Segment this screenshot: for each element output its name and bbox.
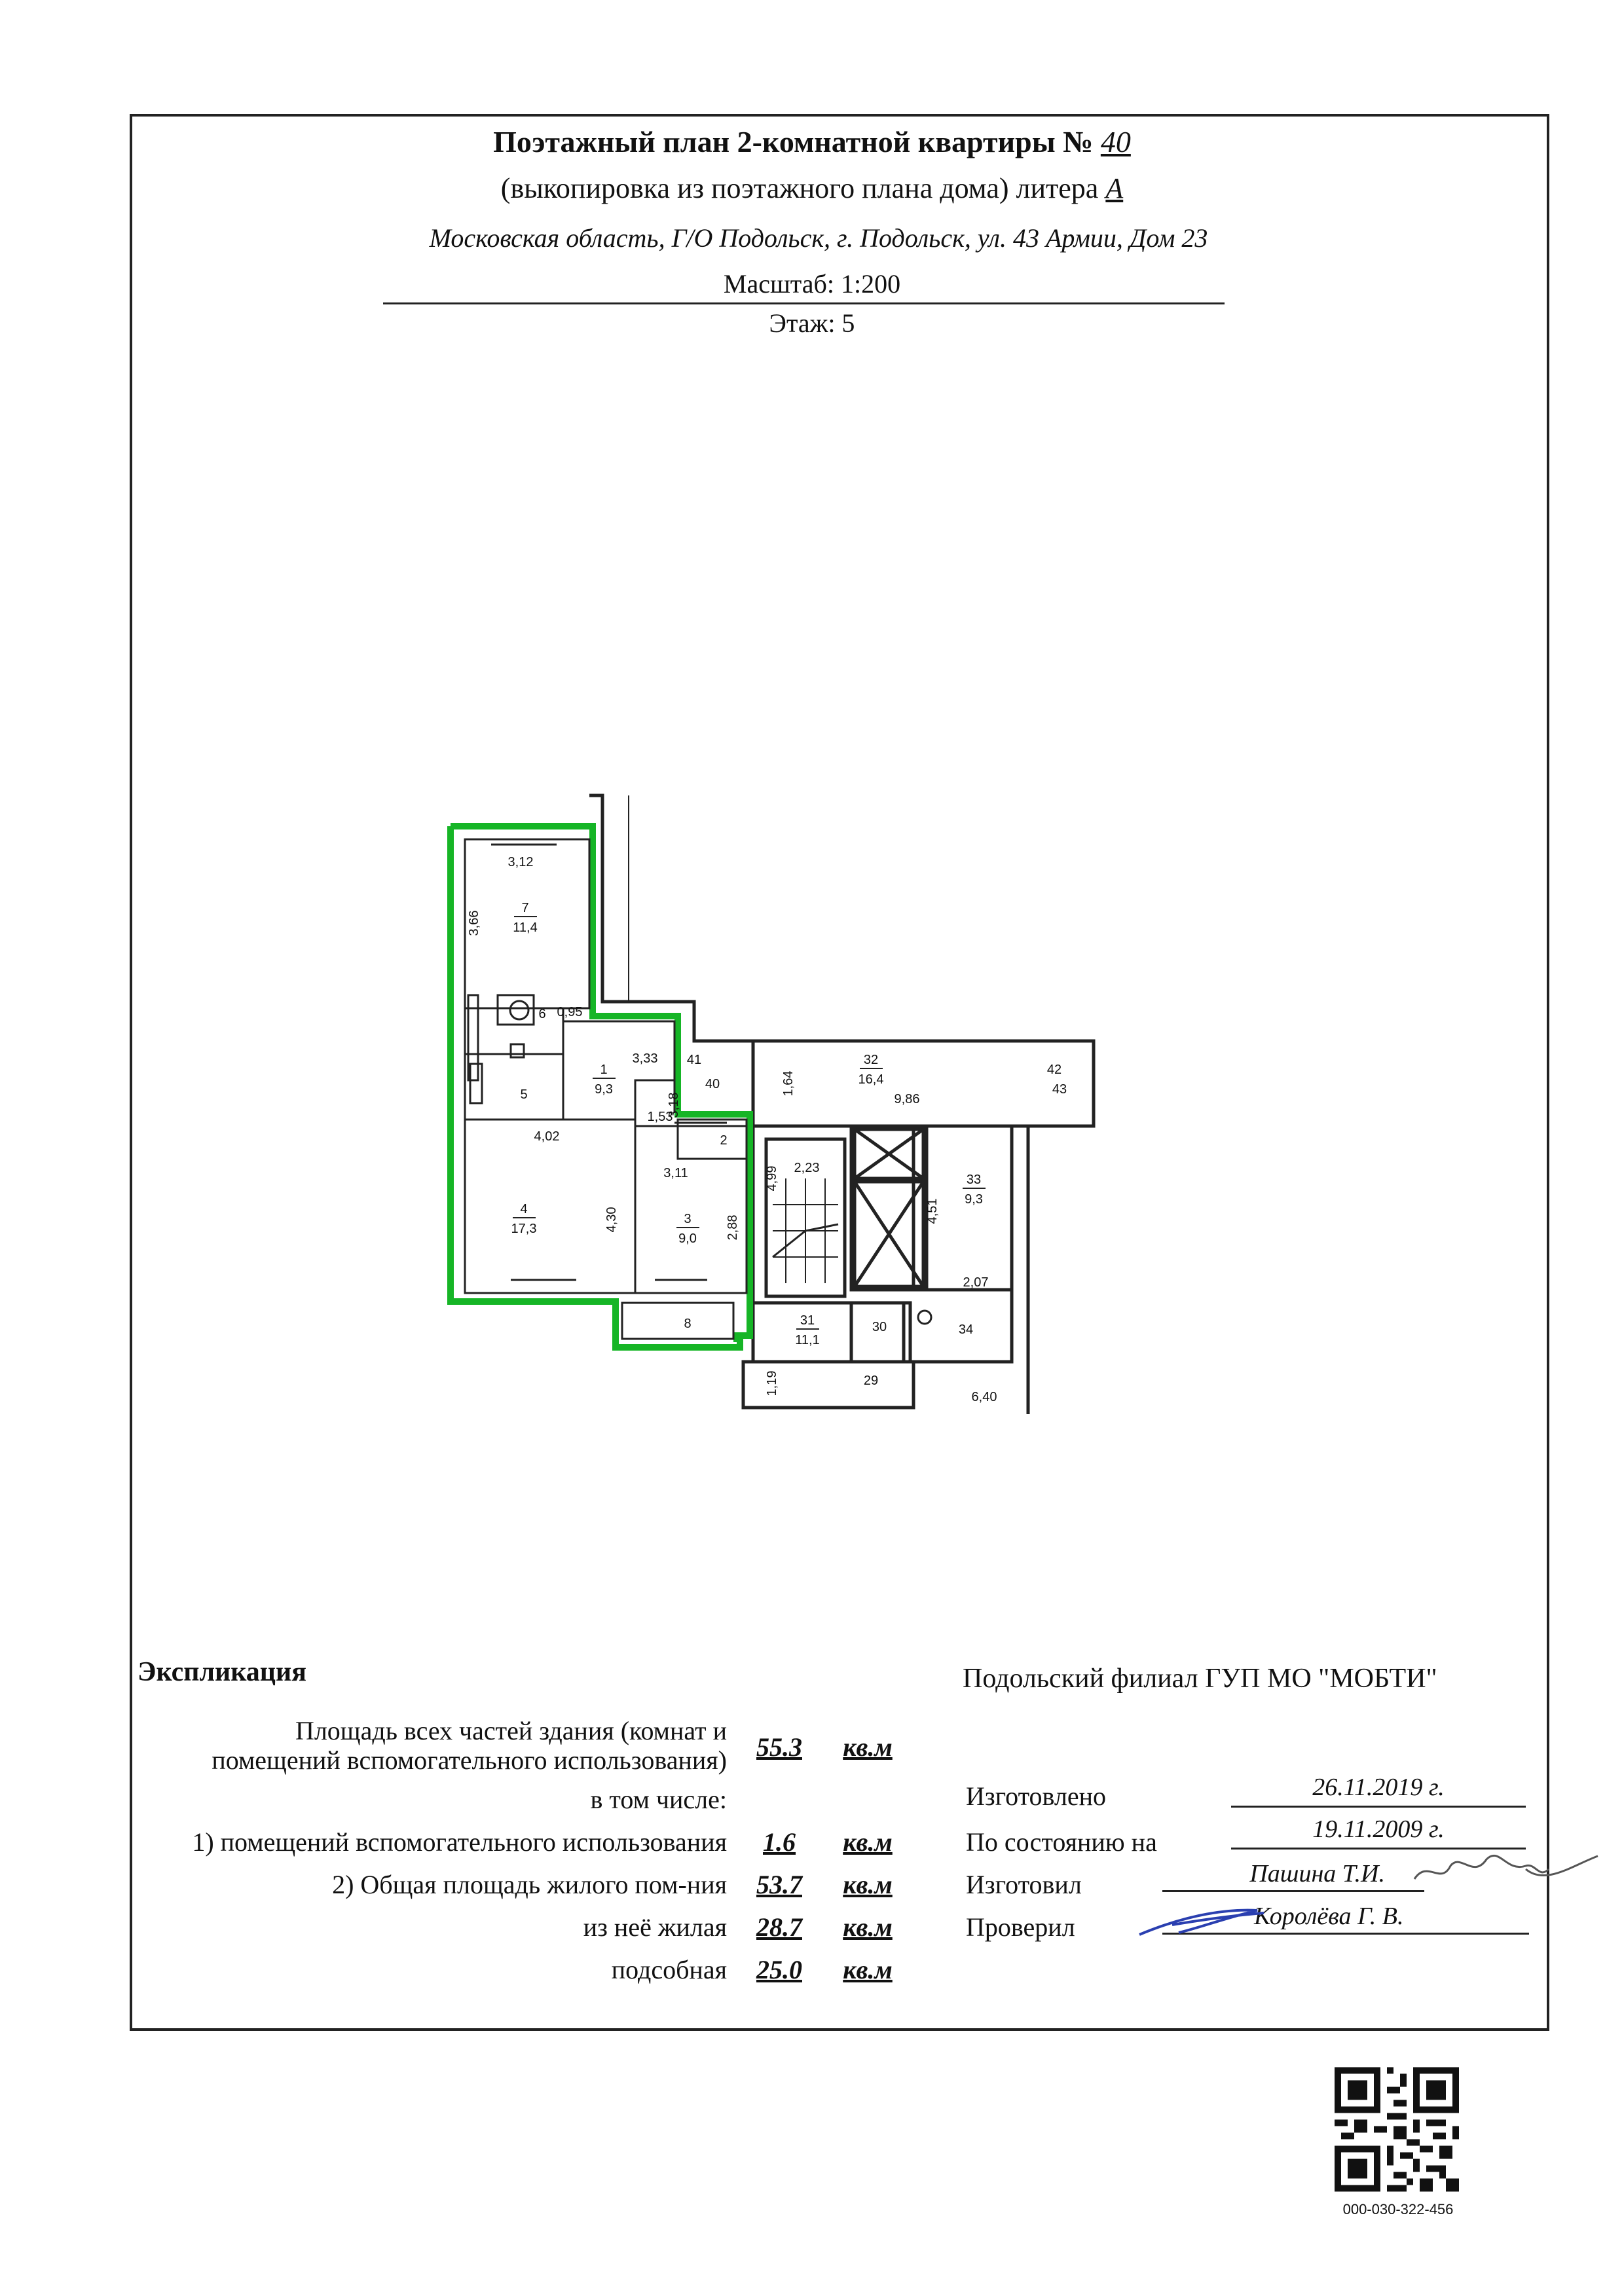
explication-label: помещений вспомогательного использования): [212, 1745, 727, 1775]
dim-label: 4,02: [534, 1129, 560, 1144]
dim-label: 1,53: [647, 1110, 673, 1124]
room-number: 42: [1046, 1063, 1062, 1077]
explication-unit: кв.м: [843, 1912, 893, 1942]
explication-unit: кв.м: [843, 1870, 893, 1899]
explication-value: 25.0: [756, 1955, 802, 1984]
room-area: 9,3: [595, 1082, 613, 1097]
office-name: Подольский филиал ГУП МО "МОБТИ": [963, 1664, 1437, 1694]
room-area: 9,0: [678, 1231, 697, 1246]
dim-label: 4,30: [604, 1207, 619, 1233]
title-text: Поэтажный план 2-комнатной квартиры №: [493, 125, 1094, 158]
qr-code-number: 000-030-322-456: [1342, 2201, 1454, 2217]
dim-label: 6,40: [971, 1390, 997, 1404]
explication-label: Площадь всех частей здания (комнат и: [295, 1716, 727, 1745]
explication-label: подсобная: [611, 1955, 727, 1984]
explication-heading: Экспликация: [138, 1657, 306, 1687]
address: Московская область, Г/О Подольск, г. Подольск, ул. 43 Армии, Дом 23: [429, 223, 1208, 253]
explication-unit: кв.м: [843, 1955, 893, 1984]
made-date: 26.11.2019 г.: [1231, 1773, 1526, 1808]
apartment-number: 40: [1100, 125, 1131, 158]
liter-value: А: [1105, 172, 1124, 204]
dim-label: 3,12: [507, 855, 534, 869]
author-label: Изготовил: [966, 1870, 1082, 1899]
state-label: По состоянию на: [966, 1827, 1157, 1857]
room-number: 3: [684, 1212, 692, 1226]
dim-label: 1,19: [765, 1370, 779, 1396]
dim-label: 3,66: [467, 910, 481, 936]
room-number: 8: [684, 1317, 692, 1331]
room-number: 34: [958, 1322, 974, 1337]
room-number: 29: [863, 1374, 879, 1388]
dim-label: 3,18: [667, 1092, 681, 1118]
explication-label: 1) помещений вспомогательного использования: [192, 1827, 727, 1857]
room-number: 43: [1052, 1082, 1067, 1097]
dim-label: 3,33: [632, 1051, 658, 1066]
dim-label: 4,99: [765, 1165, 779, 1192]
floor-label: Этаж: 5: [769, 308, 855, 338]
dim-label: 1,64: [781, 1070, 796, 1097]
room-number: 31: [800, 1313, 815, 1328]
room-area: 11,4: [513, 920, 538, 935]
room-number: 6: [538, 1007, 546, 1021]
room-area: 16,4: [858, 1072, 884, 1087]
room-number: 32: [863, 1053, 879, 1067]
dim-label: 9,86: [894, 1092, 920, 1106]
room-number: 7: [521, 901, 529, 915]
room-area: 17,3: [511, 1222, 537, 1236]
explication-value: 53.7: [756, 1870, 802, 1899]
dim-label: 2,88: [726, 1214, 740, 1241]
room-area: 11,1: [795, 1333, 820, 1347]
dim-label: 4,51: [925, 1198, 940, 1224]
dim-label: 2,23: [794, 1161, 820, 1175]
author-name: Пашина Т.И.: [1162, 1859, 1424, 1892]
room-number: 30: [872, 1320, 887, 1334]
plan-labels: [467, 855, 1067, 1404]
dim-label: 3,11: [663, 1166, 688, 1180]
explication-value: 1.6: [763, 1827, 796, 1857]
subtitle-text: (выкопировка из поэтажного плана дома) литера: [500, 172, 1099, 204]
explication-label: из неё жилая: [583, 1912, 727, 1942]
state-date: 19.11.2009 г.: [1231, 1815, 1526, 1850]
made-label: Изготовлено: [966, 1781, 1107, 1811]
explication-value: 28.7: [756, 1912, 802, 1942]
building-walls: [468, 795, 1094, 1414]
room-number: 41: [686, 1053, 702, 1067]
explication-unit: кв.м: [843, 1827, 893, 1857]
room-number: 40: [705, 1077, 720, 1091]
room-number: 5: [520, 1087, 528, 1102]
qr-code: [1335, 2066, 1459, 2193]
dim-label: 2,07: [963, 1275, 989, 1290]
scale-label: Масштаб: 1:200: [723, 269, 901, 299]
checker-name: Королёва Г. В.: [1162, 1902, 1529, 1935]
room-number: 33: [966, 1173, 982, 1187]
room-area: 9,3: [965, 1192, 983, 1207]
dim-label: 0,95: [557, 1005, 583, 1019]
explication-unit: кв.м: [843, 1732, 893, 1762]
room-number: 4: [520, 1202, 528, 1216]
room-number: 1: [600, 1063, 608, 1077]
explication-label: в том числе:: [590, 1785, 727, 1814]
explication-label: 2) Общая площадь жилого пом-ния: [332, 1870, 727, 1899]
explication-value: 55.3: [756, 1732, 802, 1762]
checker-label: Проверил: [966, 1912, 1075, 1942]
room-number: 2: [720, 1133, 728, 1148]
